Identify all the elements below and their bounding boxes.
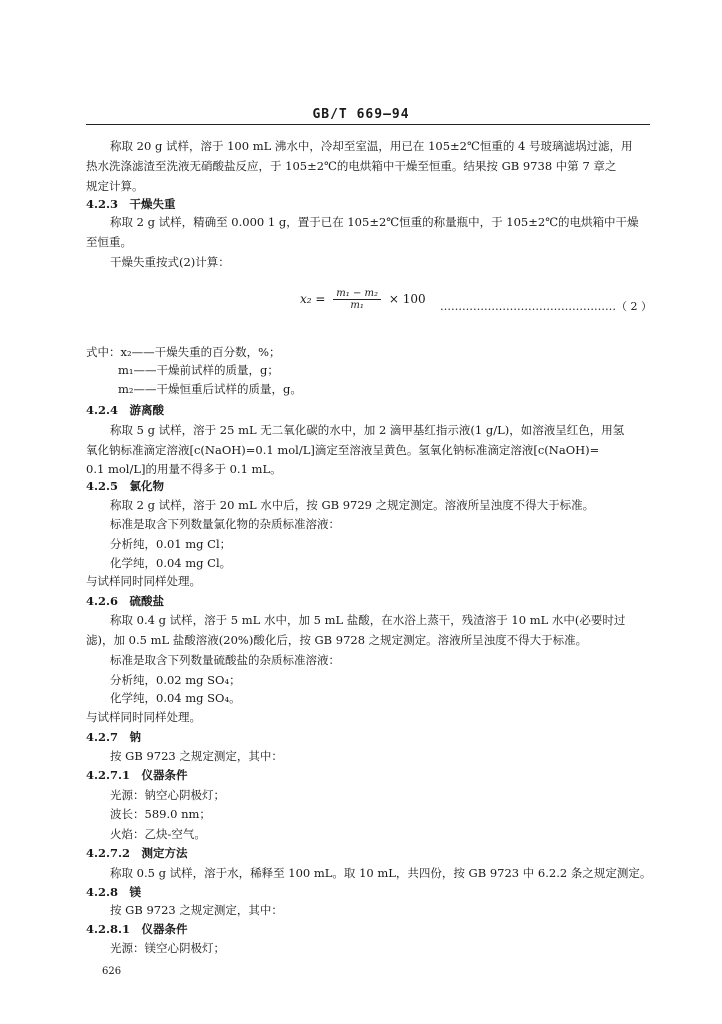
standard-code-header: GB/T 669—94 — [312, 107, 410, 122]
paragraph-line: 光源：钠空心阴极灯； — [110, 788, 225, 802]
where-clause-line: 式中：x₂——干燥失重的百分数，%； — [86, 345, 281, 359]
paragraph-line: 标准是取含下列数量氯化物的杂质标准溶液： — [110, 517, 340, 531]
paragraph-line: 光源：镁空心阴极灯； — [110, 941, 225, 955]
section-heading-4-2-7-1: 4.2.7.1 仪器条件 — [86, 768, 188, 782]
paragraph-line: 氧化钠标准滴定溶液[c(NaOH)=0.1 mol/L]滴定至溶液呈黄色。氢氧化钠标准滴定溶液[c(NaOH)= — [86, 443, 600, 457]
paragraph-line: 按 GB 9723 之规定测定，其中： — [110, 749, 283, 763]
paragraph-line: 化学纯，0.04 mg Cl。 — [110, 556, 232, 570]
formula-rhs: × 100 — [388, 292, 426, 306]
where-clause-line: m₁——干燥前试样的质量，g； — [118, 363, 279, 377]
header-rule — [86, 124, 650, 125]
paragraph-line: 与试样同时同样处理。 — [86, 574, 201, 588]
formula-denominator: m₁ — [350, 300, 364, 311]
paragraph-line: 称取 0.5 g 试样，溶于水，稀释至 100 mL。取 10 mL，共四份，按 GB 9723 中 6.2.2 条之规定测定。 — [110, 866, 652, 880]
formula-2 — [300, 288, 426, 311]
section-heading-4-2-4: 4.2.4 游离酸 — [86, 403, 165, 417]
paragraph-line: 火焰：乙炔-空气。 — [110, 827, 206, 841]
section-heading-4-2-6: 4.2.6 硫酸盐 — [86, 594, 165, 608]
paragraph-line: 标准是取含下列数量硫酸盐的杂质标准溶液： — [110, 653, 340, 667]
paragraph-line: 称取 2 g 试样，精确至 0.000 1 g，置于已在 105±2℃恒重的称量瓶中，于 105±2℃的电烘箱中干燥 — [110, 215, 639, 229]
paragraph-line: 规定计算。 — [86, 179, 144, 193]
section-heading-4-2-8-1: 4.2.8.1 仪器条件 — [86, 922, 188, 936]
paragraph-line: 滤)，加 0.5 mL 盐酸溶液(20%)酸化后，按 GB 9728 之规定测定。溶液所呈浊度不得大于标准。 — [86, 633, 588, 647]
paragraph-line: 0.1 mol/L]的用量不得多于 0.1 mL。 — [86, 462, 282, 476]
paragraph-line: 干燥失重按式(2)计算： — [110, 255, 230, 269]
paragraph-line: 至恒重。 — [86, 235, 132, 249]
section-heading-4-2-8: 4.2.8 镁 — [86, 885, 142, 899]
paragraph-line: 称取 5 g 试样，溶于 25 mL 无二氧化碳的水中，加 2 滴甲基红指示液(1 g/L)，如溶液呈红色，用氢 — [110, 423, 625, 437]
formula-number-leader: …………………………………………（ 2 ） — [440, 300, 652, 313]
formula-fraction — [333, 288, 381, 311]
formula-numerator: m₁ − m₂ — [333, 288, 381, 300]
paragraph-line: 称取 0.4 g 试样，溶于 5 mL 水中，加 5 mL 盐酸，在水浴上蒸干，残渣溶于 10 mL 水中(必要时过 — [110, 613, 626, 627]
page-number: 626 — [102, 966, 122, 977]
section-heading-4-2-3: 4.2.3 干燥失重 — [86, 197, 176, 211]
paragraph-line: 热水洗涤滤渣至洗液无硝酸盐反应，于 105±2℃的电烘箱中干燥至恒重。结果按 GB 9738 中第 7 章之 — [86, 159, 617, 173]
paragraph-line: 波长：589.0 nm； — [110, 807, 211, 821]
where-clause-line: m₂——干燥恒重后试样的质量，g。 — [118, 382, 302, 396]
section-heading-4-2-7-2: 4.2.7.2 测定方法 — [86, 846, 188, 860]
section-heading-4-2-7: 4.2.7 钠 — [86, 730, 142, 744]
paragraph-line: 按 GB 9723 之规定测定，其中： — [110, 903, 283, 917]
section-heading-4-2-5: 4.2.5 氯化物 — [86, 479, 165, 493]
paragraph-line: 分析纯，0.02 mg SO₄； — [110, 673, 241, 687]
formula-lhs: x₂ = — [300, 292, 326, 306]
paragraph-line: 化学纯，0.04 mg SO₄。 — [110, 691, 241, 705]
paragraph-line: 称取 20 g 试样，溶于 100 mL 沸水中，冷却至室温，用已在 105±2℃恒重的 4 号玻璃滤埚过滤，用 — [110, 139, 633, 153]
paragraph-line: 分析纯，0.01 mg Cl； — [110, 537, 232, 551]
paragraph-line: 称取 2 g 试样，溶于 20 mL 水中后，按 GB 9729 之规定测定。溶液所呈浊度不得大于标准。 — [110, 498, 595, 512]
paragraph-line: 与试样同时同样处理。 — [86, 710, 201, 724]
